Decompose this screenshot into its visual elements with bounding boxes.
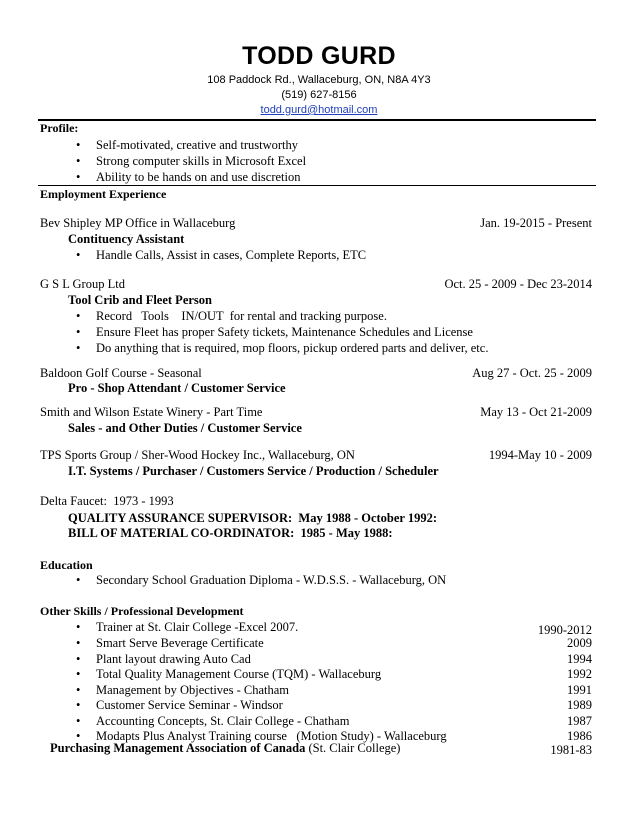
employment-heading: Employment Experience [40, 187, 167, 201]
job-role: I.T. Systems / Purchaser / Customers Service / Production / Scheduler [68, 464, 439, 478]
list-item: • Self-motivated, creative and trustworthy [76, 138, 299, 152]
profile-divider [38, 185, 596, 186]
profile-heading: Profile: [40, 121, 79, 135]
employer: G S L Group Ltd [40, 277, 125, 291]
list-item: • Record Tools IN/OUT for rental and tracking purpose. [76, 309, 387, 323]
skill-year: 1992 [567, 667, 592, 681]
job-dates: Aug 27 - Oct. 25 - 2009 [472, 366, 592, 380]
skill-year: 2009 [567, 636, 592, 650]
job-dates: 1994-May 10 - 2009 [488, 448, 592, 462]
list-item: • Do anything that is required, mop floors, pickup ordered parts and deliver, etc. [76, 341, 489, 355]
job-dates: Jan. 19-2015 - Present [480, 216, 592, 230]
employer: Delta Faucet: 1973 - 1993 [40, 494, 174, 508]
job-role: BILL OF MATERIAL CO-ORDINATOR: 1985 - May 1988: [68, 526, 393, 540]
employer: TPS Sports Group / Sher-Wood Hockey Inc., Wallaceburg, ON [40, 448, 355, 462]
skill-year: 1981-83 [550, 743, 592, 757]
email-link[interactable]: todd.gurd@hotmail.com [260, 104, 378, 116]
list-item: • Modapts Plus Analyst Training course (Motion Study) - Wallaceburg [76, 729, 447, 743]
list-item: • Secondary School Graduation Diploma - W.D.S.S. - Wallaceburg, ON [76, 573, 447, 587]
header-divider [38, 119, 596, 121]
job-role: Pro - Shop Attendant / Customer Service [68, 381, 286, 395]
job-dates: Oct. 25 - 2009 - Dec 23-2014 [444, 277, 592, 291]
email-container [0, 104, 638, 116]
address: 108 Paddock Rd., Wallaceburg, ON, N8A 4Y3 [207, 74, 431, 86]
employer: Baldoon Golf Course - Seasonal [40, 366, 202, 380]
resume-name: TODD GURD [242, 42, 396, 70]
list-item: • Customer Service Seminar - Windsor [76, 698, 283, 712]
education-heading: Education [40, 558, 93, 572]
skill-year: 1991 [567, 683, 592, 697]
skill-year: 1987 [567, 714, 592, 728]
list-item: • Accounting Concepts, St. Clair College - Chatham [76, 714, 350, 728]
skills-heading: Other Skills / Professional Development [40, 604, 244, 618]
skill-year: 1989 [567, 698, 592, 712]
list-item: • Management by Objectives - Chatham [76, 683, 289, 697]
list-item: • Ensure Fleet has proper Safety tickets, Maintenance Schedules and License [76, 325, 473, 339]
list-item: • Trainer at St. Clair College -Excel 2007. [76, 620, 299, 634]
job-role: Contituency Assistant [68, 232, 185, 246]
purchasing-location: (St. Clair College) [308, 741, 401, 755]
job-dates: May 13 - Oct 21-2009 [480, 405, 592, 419]
job-role: QUALITY ASSURANCE SUPERVISOR: May 1988 - October 1992: [68, 511, 438, 525]
employer: Bev Shipley MP Office in Wallaceburg [40, 216, 236, 230]
skill-year: 1990-2012 [537, 623, 592, 637]
skill-year: 1994 [567, 652, 592, 666]
list-item: • Handle Calls, Assist in cases, Complete Reports, ETC [76, 248, 367, 262]
job-role: Sales - and Other Duties / Customer Service [68, 421, 302, 435]
list-item: • Total Quality Management Course (TQM) - Wallaceburg [76, 667, 382, 681]
list-item: • Plant layout drawing Auto Cad [76, 652, 251, 666]
purchasing-management-line [50, 741, 400, 756]
skill-year: 1986 [567, 729, 592, 743]
list-item: • Strong computer skills in Microsoft Excel [76, 154, 307, 168]
list-item: • Ability to be hands on and use discretion [76, 170, 301, 184]
list-item: • Smart Serve Beverage Certificate [76, 636, 264, 650]
phone: (519) 627-8156 [281, 89, 357, 101]
purchasing-association: Purchasing Management Association of Canada [50, 741, 306, 755]
job-role: Tool Crib and Fleet Person [68, 293, 212, 307]
employer: Smith and Wilson Estate Winery - Part Time [40, 405, 263, 419]
